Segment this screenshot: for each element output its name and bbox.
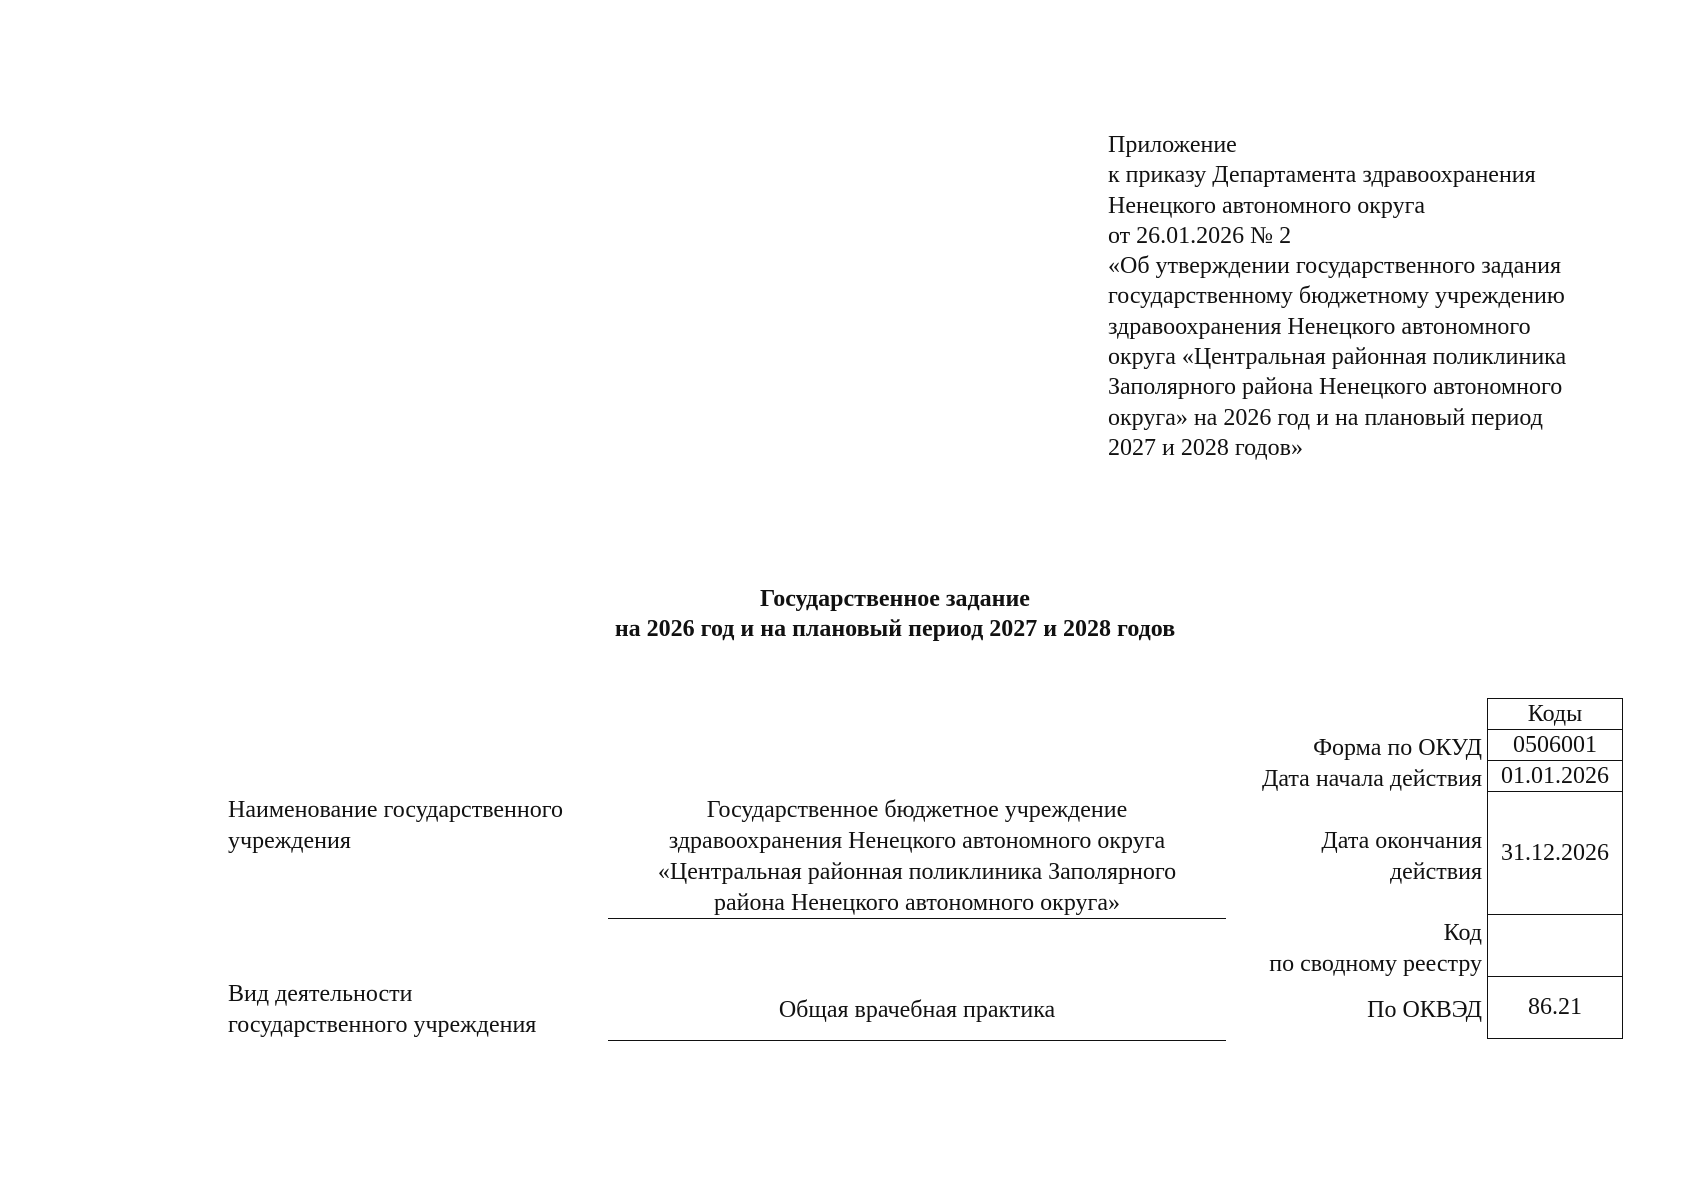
institution-name-line: Государственное бюджетное учреждение (706, 797, 1128, 823)
appendix-line: к приказу Департамента здравоохранения (1108, 162, 1536, 189)
registry-value (1488, 915, 1622, 977)
appendix-line: «Об утверждении государственного задания (1108, 253, 1562, 280)
institution-underline (608, 918, 1226, 919)
document-title (540, 584, 1250, 644)
registry-label-line-2: по сводному реестру (1269, 951, 1482, 977)
activity-label-line-1: Вид деятельности (228, 981, 413, 1007)
title-line-1: Государственное задание (760, 586, 1030, 612)
registry-label (1269, 918, 1482, 980)
institution-label (228, 795, 563, 857)
appendix-line: Ненецкого автономного округа (1108, 192, 1426, 219)
okved-label: По ОКВЭД (1367, 997, 1482, 1023)
okud-label: Форма по ОКУД (1313, 735, 1482, 761)
end-date-label-line-2: действия (1389, 859, 1482, 885)
end-date-label-line-1: Дата окончания (1321, 828, 1482, 854)
institution-name-line: здравоохранения Ненецкого автономного округа (668, 828, 1166, 854)
activity-underline (608, 1040, 1226, 1041)
appendix-line: здравоохранения Ненецкого автономного (1108, 313, 1531, 340)
appendix-line: от 26.01.2026 № 2 (1108, 222, 1292, 249)
institution-label-line-1: Наименование государственного (228, 797, 563, 823)
activity-value-text: Общая врачебная практика (778, 997, 1056, 1023)
title-line-2: на 2026 год и на плановый период 2027 и 2028 годов (614, 616, 1176, 642)
institution-name (608, 795, 1226, 919)
appendix-line: Приложение (1108, 132, 1237, 158)
institution-label-line-2: учреждения (228, 828, 351, 854)
start-date-value: 01.01.2026 (1488, 761, 1622, 792)
okud-value: 0506001 (1488, 730, 1622, 761)
end-date-value: 31.12.2026 (1488, 792, 1622, 915)
okved-value: 86.21 (1528, 994, 1582, 1020)
activity-value (608, 995, 1226, 1026)
registry-label-line-1: Код (1443, 920, 1482, 946)
end-date-label (1321, 826, 1482, 888)
appendix-line: 2027 и 2028 годов» (1108, 434, 1303, 461)
activity-label-line-2: государственного учреждения (228, 1012, 537, 1038)
codes-header: Коды (1488, 699, 1622, 730)
institution-name-line: «Центральная районная поликлиника Заполярного (657, 859, 1177, 885)
start-date-label: Дата начала действия (1262, 766, 1482, 792)
appendix-line: Заполярного района Ненецкого автономного (1108, 374, 1563, 401)
codes-table (1487, 698, 1623, 1039)
activity-label (228, 979, 536, 1041)
institution-name-line: района Ненецкого автономного округа» (713, 890, 1121, 916)
appendix-line: округа» на 2026 год и на плановый период (1108, 404, 1543, 431)
appendix-line: округа «Центральная районная поликлиника (1108, 344, 1567, 371)
appendix-note (1108, 130, 1566, 463)
appendix-line: государственному бюджетному учреждению (1108, 283, 1565, 310)
